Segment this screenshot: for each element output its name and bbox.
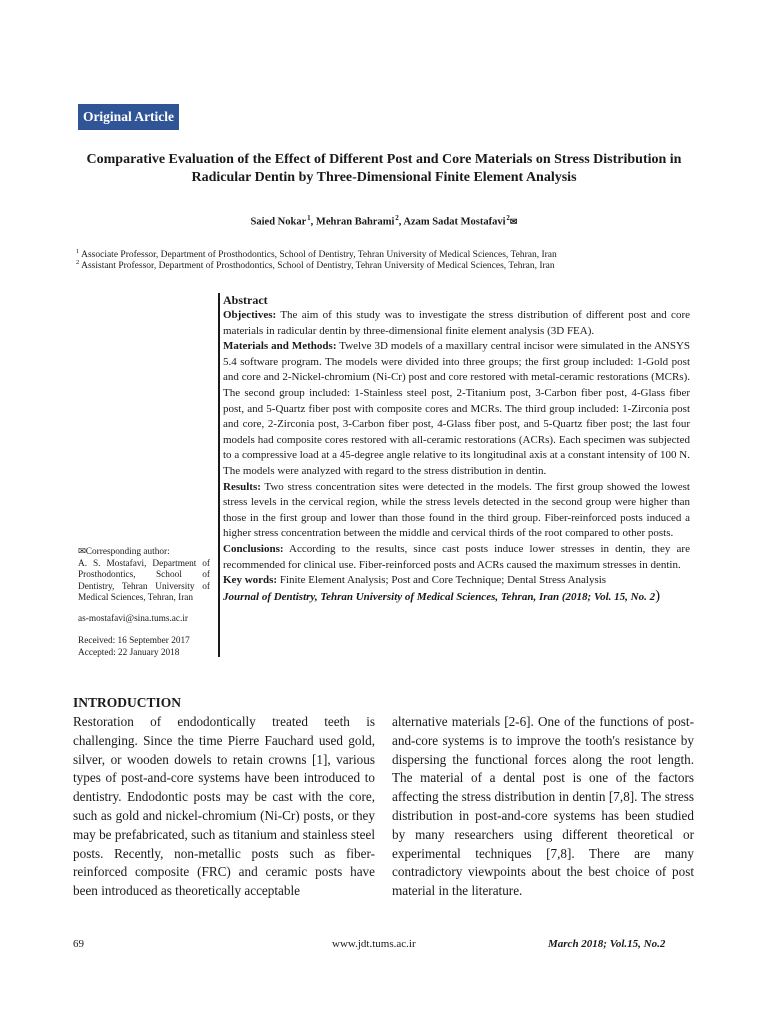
section-label: Materials and Methods: [223,340,337,353]
abstract-objectives [223,308,690,339]
abstract-conclusions [223,542,690,573]
issue-info: March 2018; Vol.15, No.2 [548,938,666,950]
section-text: The aim of this study was to investigate the stress distribution of different post and core materials in radicular dentin by three-dimensional finite element analysis (3D FEA). [223,309,690,337]
section-text: Two stress concentration sites were detected in the models. The first group showed the lowest stress levels in the cervical region, while the stress levels detected in the second group were higher than those in the first group and lower than those found in the third group. Fiber-reinforced posts induced a higher stress concentration between the middle and cervical thirds of the root compared to other posts. [223,480,690,540]
corresponding-address: A. S. Mostafavi, Department of Prosthodontics, School of Dentistry, Tehran University of Medical Sciences, Tehran, Iran [78,558,210,603]
abstract-results [223,480,690,542]
abstract-keywords [223,573,690,589]
author-name: Saied Nokar [250,216,307,228]
corresponding-email: as-mostafavi@sina.tums.ac.ir [78,614,189,624]
received-date: Received: 16 September 2017 [78,636,190,646]
author-name: Azam Sadat Mostafavi [403,216,506,228]
section-label: Conclusions: [223,542,284,555]
journal-citation-text: Journal of Dentistry, Tehran University of Medical Sciences, Tehran, Iran (2018; Vol. 15, No. 2 [223,590,656,603]
section-label: Results: [223,480,261,493]
affiliation-marker: 2 [76,259,80,266]
article-title: Comparative Evaluation of the Effect of Different Post and Core Materials on Stress Distribution in Radicular Dentin by Three-Dimensional Finite Element Analysis [86,152,682,185]
abstract-divider [218,293,220,657]
journal-citation-close: ) [655,587,661,604]
affiliation-marker: 1 [76,248,80,255]
section-text: According to the results, since cast posts induce lower stresses in dentin, they are recommended for clinical use. Fiber-reinforced posts and ACRs caused the maximum stresses in dentin. [223,542,690,571]
article-type-badge: Original Article [78,104,179,130]
section-text: Finite Element Analysis; Post and Core Technique; Dental Stress Analysis [279,574,607,587]
author-name: Mehran Bahrami [315,216,395,228]
section-label: Key words: [223,574,278,587]
author-affiliation-marker: 2 [395,214,399,222]
author-affiliation-marker: 2 [506,214,510,222]
body-column-right: alternative materials [2-6]. One of the functions of post-and-core systems is to improve the tooth's resistance by dispersing the functional forces along the root length. The material of a dental post is one of the factors affecting the stress distribution in dentin [7,8]. The stress distribution in post-and-core systems has been studied by many researchers using different theoretical or experimental techniques [7,8]. There are many contradictory viewpoints about the best choice of post material in the literature. [392,714,694,899]
section-label: Objectives: [223,309,277,321]
corresponding-label: ✉Corresponding author: [78,547,170,557]
body-column-left: Restoration of endodontically treated teeth is challenging. Since the time Pierre Fauchard used gold, silver, or wooden dowels to retain crowns [1], various types of post-and-core systems have been introduced to dentistry. Endodontic posts may be cast with the core, such as gold and nickel-chromium (Ni-Cr) posts, or they may be prefabricated, such as titanium and stainless steel posts. Recently, non-metallic posts such as fiber-reinforced composite (FRC) and ceramic posts have been introduced as theoretically acceptable [73,714,375,899]
affiliation [76,257,716,272]
corresponding-author-icon: ✉ [78,547,86,557]
author-list: Saied Nokar $^1$, Mehran Bahrami $^2$, Azam Sadat Mostafavi $^2$✉ [250,214,518,228]
journal-url: www.jdt.tums.ac.ir [332,938,416,950]
affiliation-text: Associate Professor, Department of Prosthodontics, School of Dentistry, Tehran University of Medical Sciences, Tehran, Iran [81,250,557,261]
corresponding-author-icon: ✉ [509,216,518,227]
abstract-heading: Abstract [223,293,268,307]
corresponding-author [78,547,210,605]
abstract [223,292,690,605]
accepted-date: Accepted: 22 January 2018 [78,648,180,658]
page-number: 69 [73,938,84,950]
introduction-heading: INTRODUCTION [73,695,182,710]
section-text: Twelve 3D models of a maxillary central incisor were simulated in the ANSYS 5.4 software program. The models were divided into three groups; the first group included: 1-Gold post and core and 2-Nickel-chromium (Ni-Cr) post and core restored with metal-ceramic restorations (MCRs). The second group included: 1-Stainless steel post, 2-Titanium post, 3-Carbon fiber post, 4-Glass fiber post, and 5-Quartz fiber post with composite cores and MCRs. The third group included: 1-Zirconia post and core, 2-Zirconia post, 3-Carbon fiber post, 4-Glass fiber post, and 5-Quartz fiber post; the last four models had composite cores restored with all-ceramic restorations (ACRs). Each specimen was subjected to a compressive load at a 45-degree angle relative to its longitudinal axis at a constant intensity of 100 N. The models were analyzed with regard to the stress distribution in dentin. [223,340,691,477]
author-affiliation-marker: 1 [307,214,311,222]
abstract-methods [223,339,690,479]
affiliation-text: Assistant Professor, Department of Prosthodontics, School of Dentistry, Tehran University of Medical Sciences, Tehran, Iran [81,261,555,272]
journal-citation [223,589,690,606]
